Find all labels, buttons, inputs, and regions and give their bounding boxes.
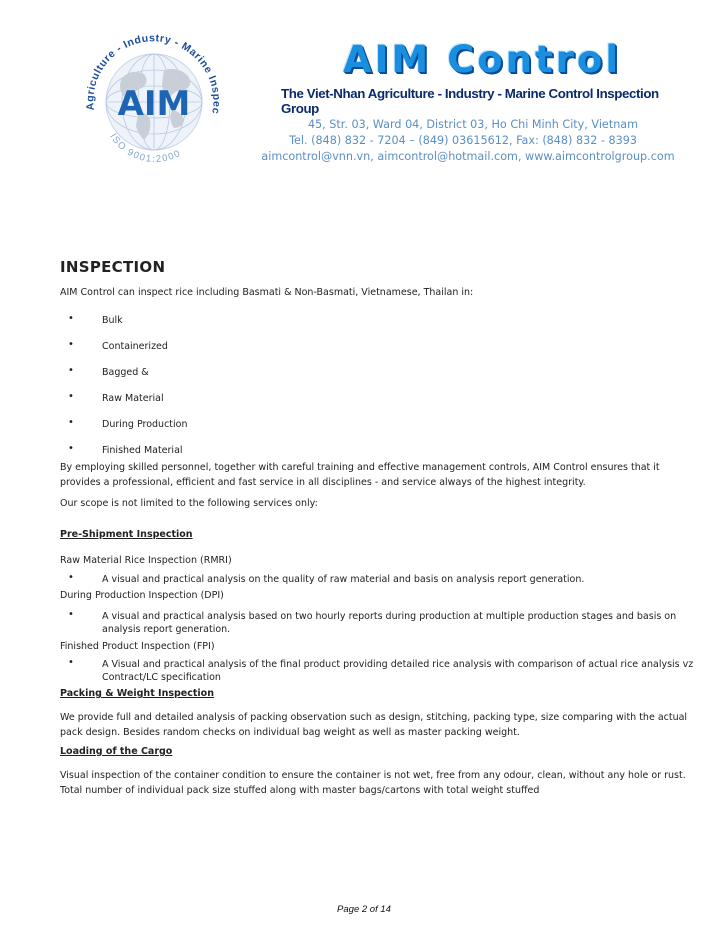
- dpi-label: During Production Inspection (DPI): [60, 590, 224, 601]
- packing-text: We provide full and detailed analysis of packing observation such as design, stitching, packing type, size comparing with the actual pack design. Besides random checks on individual bag weight as well as master packing weight.: [60, 712, 688, 738]
- bullet-icon: •: [68, 443, 74, 454]
- dpi-text: A visual and practical analysis based on two hourly reports during production at multiple production stages and basis on analysis report generation.: [102, 611, 677, 635]
- bullet-icon: •: [68, 365, 74, 376]
- bullet-icon: •: [68, 417, 74, 428]
- list-item: During Production: [102, 419, 188, 430]
- tagline: The Viet-Nhan Agriculture - Industry - Marine Control Inspection Group: [281, 86, 659, 116]
- logo-center-text: AIM: [117, 84, 191, 124]
- list-item: Finished Material: [102, 445, 183, 456]
- list-item: Raw Material: [102, 393, 164, 404]
- page-number: Page 2 of 14: [337, 904, 391, 915]
- list-item: Containerized: [102, 341, 168, 352]
- email-line: aimcontrol@vnn.vn, aimcontrol@hotmail.com, www.aimcontrolgroup.com: [261, 150, 675, 163]
- loading-title: Loading of the Cargo: [60, 746, 173, 757]
- bullet-icon: •: [68, 572, 74, 583]
- paragraph-scope: Our scope is not limited to the following services only:: [60, 498, 318, 509]
- fpi-text: A Visual and practical analysis of the final product providing detailed rice analysis with comparison of actual rice analysis vz Contract/LC specification: [102, 659, 694, 683]
- intro-text: AIM Control can inspect rice including Basmati & Non-Basmati, Vietnamese, Thailan in:: [60, 287, 474, 298]
- list-item: Bagged &: [102, 367, 149, 378]
- pre-shipment-title: Pre-Shipment Inspection: [60, 529, 193, 540]
- brand-title: AIM Control: [342, 38, 622, 81]
- bullet-icon: •: [68, 657, 74, 668]
- phone-line: Tel. (848) 832 - 7204 – (849) 03615612, Fax: (848) 832 - 8393: [289, 134, 637, 147]
- bullet-icon: •: [68, 391, 74, 402]
- company-logo: [72, 18, 232, 178]
- rmri-text: A visual and practical analysis on the quality of raw material and basis on analysis report generation.: [102, 574, 585, 585]
- rmri-label: Raw Material Rice Inspection (RMRI): [60, 555, 232, 566]
- logo-ring-text: Agriculture - Industry - Marine Inspec: [84, 32, 223, 116]
- fpi-label: Finished Product Inspection (FPI): [60, 641, 215, 652]
- section-title: INSPECTION: [60, 258, 166, 276]
- logo-iso-text: ISO 9001:2000: [107, 131, 184, 166]
- list-item: Bulk: [102, 315, 123, 326]
- packing-title: Packing & Weight Inspection: [60, 688, 214, 699]
- loading-text: Visual inspection of the container condition to ensure the container is not wet, free from any odour, clean, without any hole or rust. Total number of individual pack size stuffed along with master bags/cartons with total weight stuffed: [60, 770, 686, 796]
- address-line: 45, Str. 03, Ward 04, District 03, Ho Chi Minh City, Vietnam: [307, 118, 639, 131]
- bullet-icon: •: [68, 609, 74, 620]
- bullet-icon: •: [68, 313, 74, 324]
- bullet-icon: •: [68, 339, 74, 350]
- paragraph-personnel: By employing skilled personnel, together with careful training and effective management controls, AIM Control ensures that it provides a professional, efficient and fast service in all disciplines - and service always of the highest integrity.: [60, 462, 660, 488]
